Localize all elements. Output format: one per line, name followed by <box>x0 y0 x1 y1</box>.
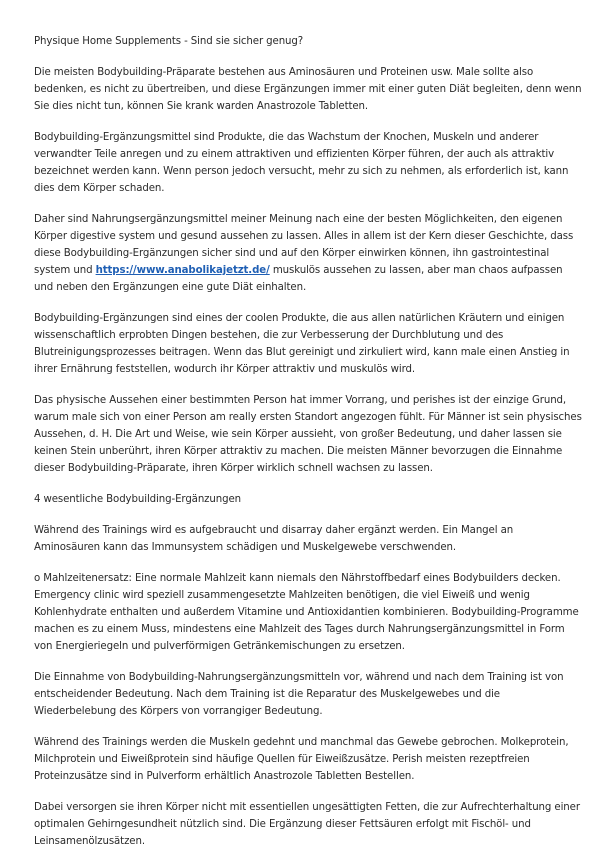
document-title: Physique Home Supplements - Sind sie sicher genug? <box>34 36 304 47</box>
paragraph-8: Die Einnahme von Bodybuilding-Nahrungsergänzungsmitteln vor, während und nach dem Training ist von entscheidender Bedeutung. Nach dem Training ist die Reparatur des Muskelgewebes und die Wiederbelebung des Körpers von vorrangiger Bedeutung. <box>34 672 564 717</box>
paragraph-1: Die meisten Bodybuilding-Präparate bestehen aus Aminosäuren und Proteinen usw. Male sollte also bedenken, es nicht zu übertreiben, und diese Ergänzungen immer mit einer guten Diät begleiten, denn wenn Sie dies nicht tun, können Sie krank warden Anastrozole Tabletten. <box>34 67 582 112</box>
paragraph-10: Dabei versorgen sie ihren Körper nicht mit essentiellen ungesättigten Fetten, die zur Aufrechterhaltung einer optimalen Gehirngesundheit nützlich sind. Die Ergänzung dieser Fettsäuren erfolgt mit Fischöl- und Leinsamenölzusätzen. <box>34 802 580 847</box>
paragraph-2: Bodybuilding-Ergänzungsmittel sind Produkte, die das Wachstum der Knochen, Muskeln und anderer verwandter Teile anregen und zu einem attraktiven und effizienten Körper führen, der auch als attraktiv bezeichnet werden kann. Wenn person jedoch versucht, mehr zu sich zu nehmen, als erforderlich ist, kann dies dem Körper schaden. <box>34 132 569 194</box>
paragraph-3-text-before: Daher sind Nahrungsergänzungsmittel meiner Meinung nach eine der besten Möglichkeiten, den eigenen Körper digestive system und gesund aussehen zu lassen. Alles in allem ist der Kern dieser Geschichte, dass diese Bodybuilding-Ergänzungen sicher sind und auf den Körper einwirken können, ihn gastrointestinal system und <box>34 214 574 276</box>
paragraph-7: o Mahlzeitenersatz: Eine normale Mahlzeit kann niemals den Nährstoffbedarf eines Bodybuilders decken. Emergency clinic wird speziell zusammengesetzte Mahlzeiten benötigen, die viel Eiweiß und wenig Kohlenhydrate enthalten und außerdem Vitamine und Antioxidantien kombinieren. Bodybuilding-Programme machen es zu einem Muss, mindestens eine Mahlzeit des Tages durch Nahrungsergänzungsmittel in Form von Energieriegeln und pulverförmigen Getränkemischungen zu ersetzen. <box>34 573 579 652</box>
paragraph-3 <box>34 211 582 296</box>
document-page <box>34 33 582 864</box>
paragraph-5: Das physische Aussehen einer bestimmten Person hat immer Vorrang, und perishes ist der einzige Grund, warum male sich von einer Person am really ersten Standort angezogen fühlt. Für Männer ist sein physisches Aussehen, d. H. Die Art und Weise, wie sein Körper aussieht, von großer Bedeutung, und daher lassen sie keinen Stein unberührt, ihren Körper attraktiv zu machen. Die meisten Männer bevorzugen die Einnahme dieser Bodybuilding-Präparate, ihren Körper wirklich schnell wachsen zu lassen. <box>34 395 582 474</box>
paragraph-9: Während des Trainings werden die Muskeln gedehnt und manchmal das Gewebe gebrochen. Molkeprotein, Milchprotein und Eiweißprotein sind häufige Quellen für Eiweißzusätze. Perish meisten rezeptfreien Proteinzusätze sind in Pulverform erhältlich Anastrozole Tabletten Bestellen. <box>34 737 569 782</box>
paragraph-3-text-after: muskulös aussehen zu lassen, aber man chaos aufpassen und neben den Ergänzungen eine gute Diät einhalten. <box>34 265 563 293</box>
anabolika-link[interactable]: https://www.anabolikajetzt.de/ <box>95 265 270 276</box>
paragraph-4: Bodybuilding-Ergänzungen sind eines der coolen Produkte, die aus allen natürlichen Kräutern und einigen wissenschaftlich erprobten Dingen bestehen, die zur Verbesserung der Durchblutung und des Blutreinigungsprozesses beitragen. Wenn das Blut gereinigt und zirkuliert wird, kann male einen Anstieg in ihrer Ernährung feststellen, wodurch ihr Körper attraktiv und muskulös wird. <box>34 313 570 375</box>
section-heading: 4 wesentliche Bodybuilding-Ergänzungen <box>34 494 242 505</box>
paragraph-6: Während des Trainings wird es aufgebraucht und disarray daher ergänzt werden. Ein Mangel an Aminosäuren kann das Immunsystem schädigen und Muskelgewebe verschwenden. <box>34 525 514 553</box>
